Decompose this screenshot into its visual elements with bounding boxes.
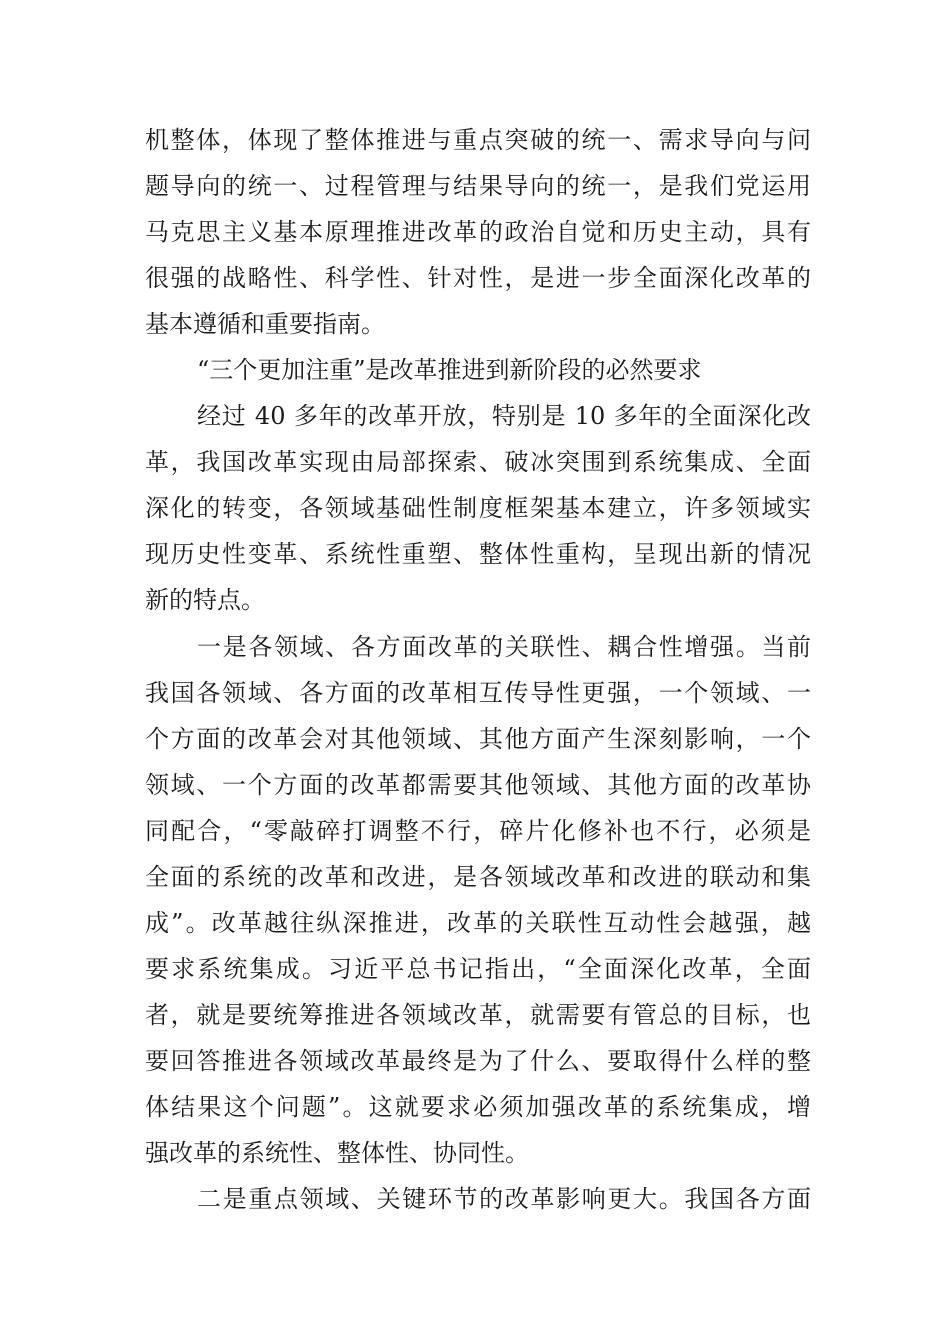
text-line: 革，我国改革实现由局部探索、破冰突围到系统集成、全面 — [145, 448, 811, 476]
text-line: 领域、一个方面的改革都需要其他领域、其他方面的改革协 — [145, 771, 811, 799]
text-line: 很强的战略性、科学性、针对性，是进一步全面深化改革的 — [145, 264, 811, 292]
text-line: 一是各领域、各方面改革的关联性、耦合性增强。当前 — [197, 633, 811, 661]
text-line: 题导向的统一、过程管理与结果导向的统一，是我们党运用 — [145, 172, 811, 200]
text-line: 全面的系统的改革和改进，是各领域改革和改进的联动和集 — [145, 863, 811, 891]
text-line: 同配合，“零敲碎打调整不行，碎片化修补也不行，必须是 — [145, 817, 811, 845]
text-line: 我国各领域、各方面的改革相互传导性更强，一个领域、一 — [145, 679, 811, 707]
text-line: 深化的转变，各领域基础性制度框架基本建立，许多领域实 — [145, 494, 811, 522]
text-line: 个方面的改革会对其他领域、其他方面产生深刻影响，一个 — [145, 725, 811, 753]
text-line: 基本遵循和重要指南。 — [145, 310, 385, 338]
text-line: 经过 40 多年的改革开放，特别是 10 多年的全面深化改 — [197, 402, 811, 430]
text-line: 者，就是要统筹推进各领域改革，就需要有管总的目标，也 — [145, 1001, 811, 1029]
text-line: 体结果这个问题”。这就要求必须加强改革的系统集成，增 — [145, 1093, 811, 1121]
text-line: 新的特点。 — [145, 586, 265, 614]
text-line: 强改革的系统性、整体性、协同性。 — [145, 1139, 529, 1167]
text-line: 成”。改革越往纵深推进，改革的关联性互动性会越强，越 — [145, 909, 811, 937]
text-line: 马克思主义基本原理推进改革的政治自觉和历史主动，具有 — [145, 218, 811, 246]
text-line: 现历史性变革、系统性重塑、整体性重构，呈现出新的情况 — [145, 540, 811, 568]
text-line: 要回答推进各领域改革最终是为了什么、要取得什么样的整 — [145, 1047, 811, 1075]
section-heading: “三个更加注重”是改革推进到新阶段的必然要求 — [197, 356, 702, 384]
text-line: 二是重点领域、关键环节的改革影响更大。我国各方面 — [197, 1185, 811, 1213]
text-line: 要求系统集成。习近平总书记指出，“全面深化改革，全面 — [145, 955, 811, 983]
text-line: 机整体，体现了整体推进与重点突破的统一、需求导向与问 — [145, 126, 811, 154]
